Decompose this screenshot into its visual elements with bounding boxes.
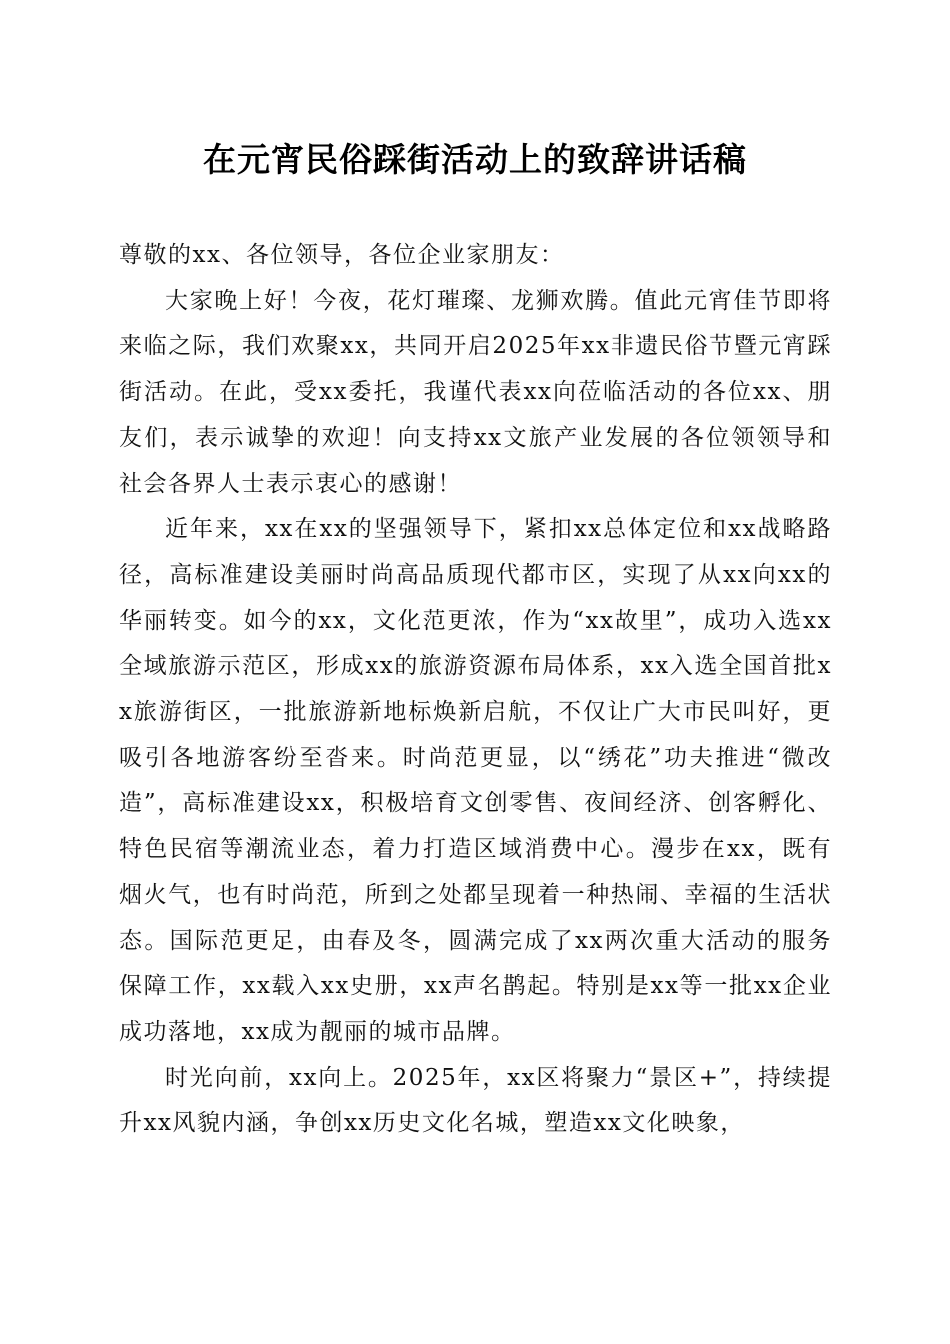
salutation: 尊敬的xx、各位领导，各位企业家朋友：	[119, 242, 565, 268]
paragraph-outlook: 时光向前，xx向上。2025年，xx区将聚力“景区+”，持续提升xx风貌内涵，争创xx历史文化名城，塑造xx文化映象，	[119, 1064, 832, 1137]
paragraph-achievements: 近年来，xx在xx的坚强领导下，紧扣xx总体定位和xx战略路径，高标准建设美丽时尚高品质现代都市区，实现了从xx向xx的华丽转变。如今的xx，文化范更浓，作为“xx故里”，成功入选xx全域旅游示范区，形成xx的旅游资源布局体系，xx入选全国首批xx旅游街区，一批旅游新地标焕新启航，不仅让广大市民叫好，更吸引各地游客纷至沓来。时尚范更显，以“绣花”功夫推进“微改造”，高标准建设xx，积极培育文创零售、夜间经济、创客孵化、特色民宿等潮流业态，着力打造区域消费中心。漫步在xx，既有烟火气，也有时尚范，所到之处都呈现着一种热闹、幸福的生活状态。国际范更足，由春及冬，圆满完成了xx两次重大活动的服务保障工作，xx载入xx史册，xx声名鹊起。特别是xx等一批xx企业成功落地，xx成为靓丽的城市品牌。	[119, 516, 832, 1045]
document-title: 在元宵民俗踩街活动上的致辞讲话稿	[203, 140, 747, 179]
document-body	[119, 233, 832, 1147]
paragraph-greeting: 大家晚上好！今夜，花灯璀璨、龙狮欢腾。值此元宵佳节即将来临之际，我们欢聚xx，共同开启2025年xx非遗民俗节暨元宵踩街活动。在此，受xx委托，我谨代表xx向莅临活动的各位xx、朋友们，表示诚挚的欢迎！向支持xx文旅产业发展的各位领领导和社会各界人士表示衷心的感谢！	[119, 287, 832, 497]
